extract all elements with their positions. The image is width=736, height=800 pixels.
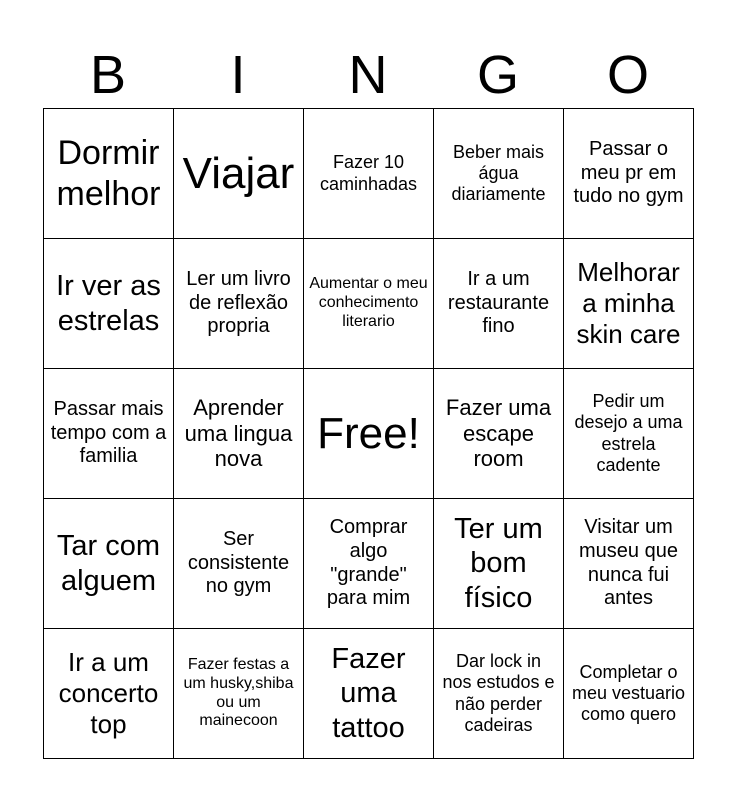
grid-row xyxy=(44,239,694,369)
bingo-cell[interactable]: Melhorar a minha skin care xyxy=(564,239,694,369)
bingo-cell[interactable]: Ter um bom físico xyxy=(434,499,564,629)
bingo-cell[interactable]: Viajar xyxy=(174,109,304,239)
bingo-cell[interactable]: Aprender uma lingua nova xyxy=(174,369,304,499)
bingo-cell[interactable]: Visitar um museu que nunca fui antes xyxy=(564,499,694,629)
bingo-cell[interactable]: Fazer uma tattoo xyxy=(304,629,434,759)
bingo-cell[interactable]: Dormir melhor xyxy=(44,109,174,239)
bingo-cell[interactable]: Pedir um desejo a uma estrela cadente xyxy=(564,369,694,499)
bingo-cell[interactable]: Completar o meu vestuario como quero xyxy=(564,629,694,759)
bingo-cell[interactable]: Beber mais água diariamente xyxy=(434,109,564,239)
header-letter-i: I xyxy=(230,45,246,105)
bingo-cell[interactable]: Ser consistente no gym xyxy=(174,499,304,629)
bingo-cell[interactable]: Fazer 10 caminhadas xyxy=(304,109,434,239)
bingo-cell[interactable]: Ir ver as estrelas xyxy=(44,239,174,369)
bingo-cell[interactable]: Ir a um concerto top xyxy=(44,629,174,759)
grid-row xyxy=(44,369,694,499)
header-letter-b: B xyxy=(89,45,127,105)
bingo-cell[interactable]: Aumentar o meu conhecimento literario xyxy=(304,239,434,369)
header-letter-n: N xyxy=(348,45,388,105)
bingo-cell[interactable]: Ir a um restaurante fino xyxy=(434,239,564,369)
bingo-header xyxy=(43,40,693,110)
header-letter-g: G xyxy=(476,45,519,105)
grid-row xyxy=(44,629,694,759)
header-letter-o: O xyxy=(606,45,649,105)
bingo-cell[interactable]: Tar com alguem xyxy=(44,499,174,629)
grid-row xyxy=(44,499,694,629)
bingo-cell[interactable]: Comprar algo "grande" para mim xyxy=(304,499,434,629)
bingo-cell[interactable]: Fazer festas a um husky,shiba ou um mainecoon xyxy=(174,629,304,759)
grid-row xyxy=(44,109,694,239)
bingo-cell[interactable]: Ler um livro de reflexão propria xyxy=(174,239,304,369)
bingo-cell[interactable]: Passar o meu pr em tudo no gym xyxy=(564,109,694,239)
bingo-cell[interactable]: Fazer uma escape room xyxy=(434,369,564,499)
bingo-cell[interactable]: Passar mais tempo com a familia xyxy=(44,369,174,499)
free-cell[interactable]: Free! xyxy=(304,369,434,499)
bingo-cell[interactable]: Dar lock in nos estudos e não perder cadeiras xyxy=(434,629,564,759)
bingo-grid xyxy=(43,108,694,759)
